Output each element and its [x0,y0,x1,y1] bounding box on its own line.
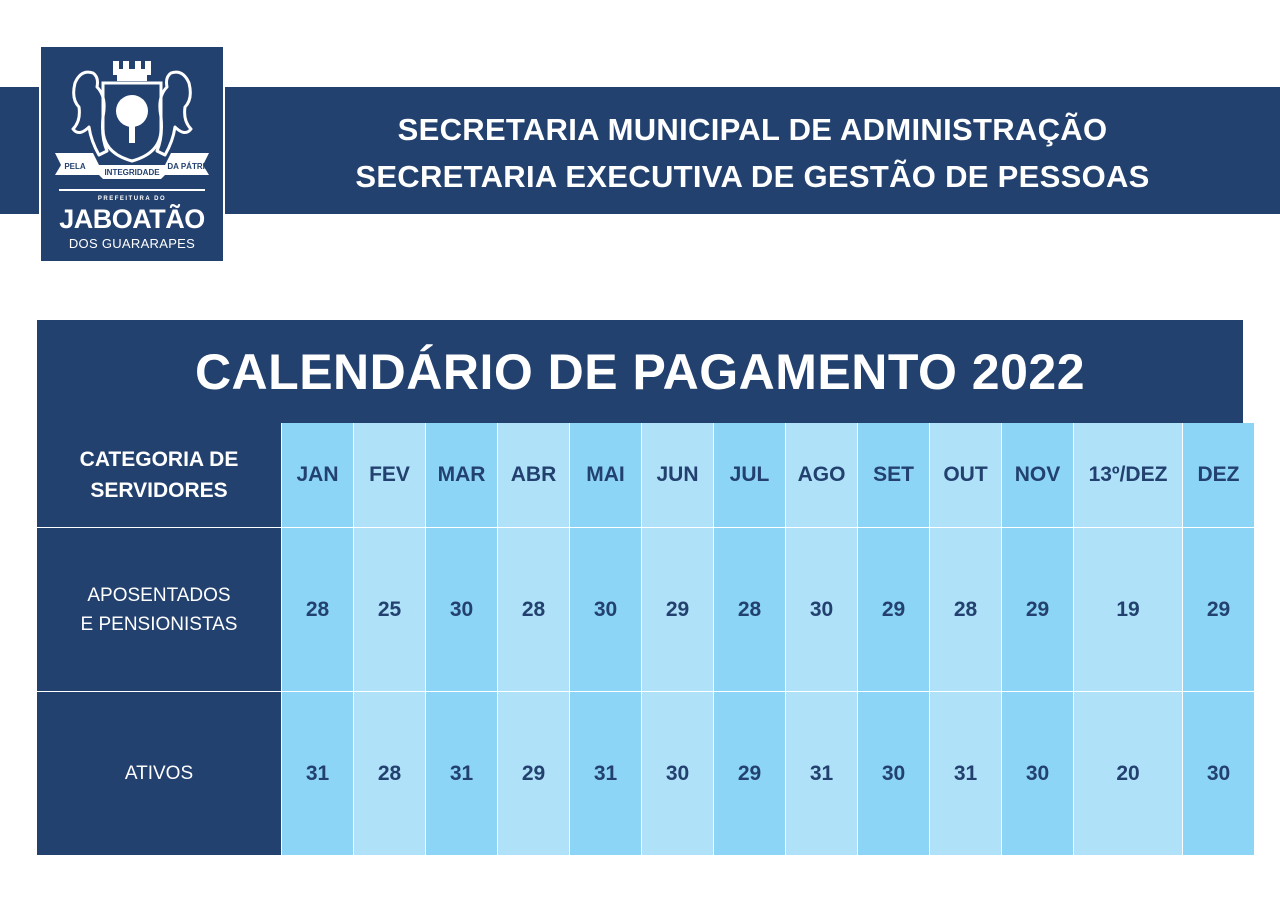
ribbon-left-text: PELA [64,162,86,171]
month-header: JUL [714,423,785,527]
payment-day-cell: 28 [354,692,425,855]
payment-day-cell: 31 [570,692,641,855]
payment-day-cell: 31 [930,692,1001,855]
logo-city: JABOATÃO [59,204,205,234]
category-cell: ATIVOS [37,692,281,855]
logo-divider [59,189,205,191]
month-header: OUT [930,423,1001,527]
month-header: 13º/DEZ [1074,423,1182,527]
payment-day-cell: 30 [570,528,641,691]
jaboatao-logo [39,45,225,263]
header-line-2: SECRETARIA EXECUTIVA DE GESTÃO DE PESSOAS [355,159,1150,194]
month-header: DEZ [1183,423,1254,527]
payment-day-cell: 28 [282,528,353,691]
payment-calendar [37,320,1243,855]
calendar-grid [37,423,1254,855]
payment-day-cell: 28 [498,528,569,691]
month-header: AGO [786,423,857,527]
ribbon-center-text: INTEGRIDADE [104,168,160,177]
payment-day-cell: 30 [786,528,857,691]
payment-day-cell: 29 [498,692,569,855]
payment-day-cell: 30 [642,692,713,855]
ribbon-right-text: DA PÁTRIA [167,162,211,171]
payment-day-cell: 28 [714,528,785,691]
payment-day-cell: 29 [642,528,713,691]
month-header: MAI [570,423,641,527]
payment-day-cell: 28 [930,528,1001,691]
payment-day-cell: 29 [1183,528,1254,691]
month-header: ABR [498,423,569,527]
payment-day-cell: 20 [1074,692,1182,855]
month-header: MAR [426,423,497,527]
payment-day-cell: 30 [1183,692,1254,855]
month-header: SET [858,423,929,527]
payment-day-cell: 30 [858,692,929,855]
logo-subtitle: DOS GUARARAPES [68,236,196,251]
month-header: NOV [1002,423,1073,527]
month-header: JUN [642,423,713,527]
month-header: FEV [354,423,425,527]
month-header: JAN [282,423,353,527]
header-line-1: SECRETARIA MUNICIPAL DE ADMINISTRAÇÃO [397,112,1108,147]
payment-day-cell: 29 [714,692,785,855]
payment-day-cell: 19 [1074,528,1182,691]
payment-day-cell: 29 [1002,528,1073,691]
logo-prefeitura: PREFEITURA DO [97,196,167,202]
payment-day-cell: 30 [1002,692,1073,855]
payment-day-cell: 31 [786,692,857,855]
payment-day-cell: 29 [858,528,929,691]
category-cell: APOSENTADOS E PENSIONISTAS [37,528,281,691]
payment-day-cell: 31 [282,692,353,855]
category-header: CATEGORIA DE SERVIDORES [37,423,281,527]
calendar-title: CALENDÁRIO DE PAGAMENTO 2022 [194,343,1086,400]
payment-day-cell: 25 [354,528,425,691]
payment-day-cell: 31 [426,692,497,855]
payment-day-cell: 30 [426,528,497,691]
